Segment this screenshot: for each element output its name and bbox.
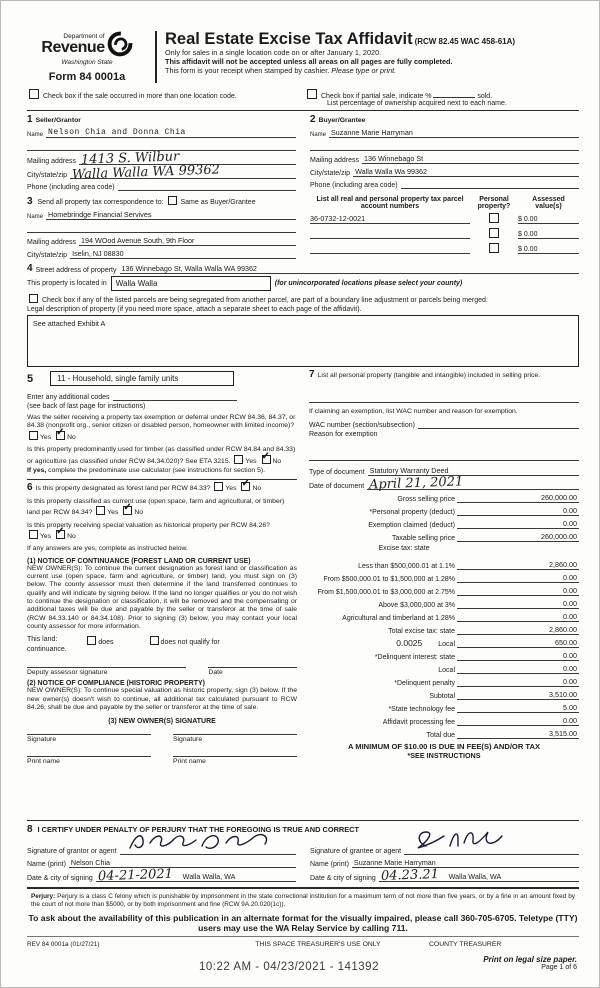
parcel-table bbox=[310, 196, 579, 259]
county-treasurer-label: COUNTY TREASURER bbox=[429, 940, 502, 948]
no-label: No bbox=[134, 509, 144, 517]
grantee-printname-value: Suzanne Marie Harryman bbox=[352, 858, 579, 868]
section8-number: 8 bbox=[27, 824, 33, 835]
partial-note: List percentage of ownership acquired next to each name. bbox=[327, 100, 507, 107]
tax-row-value: 5.00 bbox=[513, 703, 579, 713]
revenue-wordmark: Revenue bbox=[41, 39, 105, 56]
tax-row-label: *State technology fee bbox=[388, 705, 455, 713]
land-use-code: 11 - Household, single family units bbox=[50, 371, 234, 386]
does-label: does bbox=[98, 639, 114, 647]
section7-number: 7 bbox=[309, 369, 315, 380]
local-rate-value: 0.0025 bbox=[396, 637, 423, 648]
perjury-notice bbox=[27, 892, 579, 910]
tax-row-label: From $1,500,000.01 to $3,000,000 at 2.75% bbox=[317, 588, 455, 596]
new-owners-signature-title: (3) NEW OWNER(S) SIGNATURE bbox=[108, 718, 216, 726]
buyer-name-label: Name bbox=[310, 132, 327, 138]
personal-property-line bbox=[309, 380, 579, 403]
correspondence-mailing-label: Mailing address bbox=[27, 239, 77, 246]
form-header bbox=[27, 31, 579, 83]
page-indicator: Page 1 of 6 bbox=[541, 964, 577, 971]
same-as-buyer-checkbox bbox=[168, 196, 177, 205]
section-buyer bbox=[310, 114, 579, 191]
grantor-date-value: 04-21-2021 bbox=[97, 866, 173, 885]
additional-codes-line bbox=[113, 392, 237, 401]
additional-codes-label: Enter any additional codes bbox=[27, 394, 110, 401]
current-use-question: Is this property classified as current use (open space, farm and agricultural, or timber) land per RCW 84.34? bbox=[27, 497, 285, 517]
county-note: (for unincorporated locations please select your county) bbox=[274, 280, 463, 287]
grantor-city-value: Walla Walla, WA bbox=[182, 872, 236, 881]
personal-property-checkbox-2 bbox=[489, 228, 499, 238]
exemption-no-checkbox bbox=[56, 431, 65, 440]
grantor-printname-label: Name (print) bbox=[27, 861, 66, 868]
located-in-label: This property is located in bbox=[27, 280, 107, 287]
no-label: No bbox=[67, 433, 76, 441]
correspondence-name-label: Name bbox=[27, 214, 44, 220]
yes-label: Yes bbox=[107, 509, 119, 517]
rev-form-number: REV 84 0001a (01/27/21) bbox=[27, 940, 100, 948]
assessed-value-header: Assessed value(s) bbox=[532, 196, 565, 210]
street-address-label: Street address of property bbox=[35, 267, 117, 274]
reason-exemption-label: Reason for exemption bbox=[309, 430, 378, 438]
buyer-phone-line bbox=[401, 180, 579, 189]
tax-row-value: 0.00 bbox=[513, 716, 579, 726]
notice-compliance-title: (2) NOTICE OF COMPLIANCE (HISTORIC PROPERTY) bbox=[27, 680, 205, 688]
parcel-list-header: List all real and personal property tax parcel account numbers bbox=[316, 196, 464, 210]
partial-sold-label: sold. bbox=[477, 93, 493, 100]
grantor-signature-glyph bbox=[126, 830, 276, 856]
tax-row-value: 0.00 bbox=[513, 612, 579, 622]
correspondence-city-value: Iselin, NJ 08830 bbox=[70, 249, 296, 259]
timber-no-checkbox bbox=[262, 455, 271, 464]
legal-description-box bbox=[27, 315, 579, 367]
forest-yes-checkbox bbox=[214, 482, 223, 491]
see-back-note: (see back of last page for instructions) bbox=[27, 403, 146, 410]
seller-city-label: City/state/zip bbox=[27, 172, 68, 179]
dor-logo bbox=[27, 31, 147, 83]
section3-number: 3 bbox=[27, 196, 33, 207]
form-number: Form 84 0001a bbox=[48, 71, 126, 83]
date-of-document-label: Date of document bbox=[309, 482, 365, 490]
treasurer-space-label: THIS SPACE TREASURER'S USE ONLY bbox=[255, 940, 381, 948]
tax-row-label: Exemption claimed (deduct) bbox=[368, 521, 455, 529]
if-answers-yes-note: If any answers are yes, complete as instructed below. bbox=[27, 545, 188, 553]
section-7-tax-column bbox=[309, 371, 579, 818]
section-seller bbox=[27, 114, 296, 191]
buyer-mailing-value: 136 Winnebago St bbox=[362, 154, 579, 164]
forest-land-question: Is this property designated as forest land per RCW 84.33? bbox=[35, 485, 211, 493]
tax-row-value: 0.00 bbox=[513, 519, 579, 529]
tax-row-label: Total due bbox=[426, 731, 455, 739]
historical-yes-checkbox bbox=[29, 530, 38, 539]
tax-row-label: *Personal property (deduct) bbox=[369, 508, 455, 516]
perjury-body: Perjury is a class C felony which is punishable by imprisonment in the state correctional institution for a maximum term of not more than five years, or by a fine in an amount fixed by the court of not more than $5000, or by both imprisonment and fine (RCW 9A.20.020(1c)). bbox=[31, 893, 575, 908]
legal-description-label: Legal description of property (if you need more space, attach a separate sheet to each page of the affidavit). bbox=[27, 306, 362, 313]
multi-location-label: Check box if the sale occurred in more than one location code. bbox=[42, 93, 237, 100]
tax-row-value: 260,000.00 bbox=[513, 493, 579, 503]
see-instructions-note: *SEE INSTRUCTIONS bbox=[407, 750, 481, 760]
buyer-mailing-label: Mailing address bbox=[310, 157, 360, 164]
tax-row-label: Total excise tax: state bbox=[388, 627, 455, 635]
reason-line bbox=[309, 438, 579, 461]
subtitle-1: Only for sales in a single location code on or after January 1, 2020. bbox=[165, 48, 382, 57]
wac-number-line bbox=[418, 420, 579, 429]
tax-row-value: 0.00 bbox=[513, 651, 579, 661]
notice-continuance-body: NEW OWNER(S): To continue the current designation as forest land or classification as current use (open space, farm and agriculture, or timber) land, you must sign on (3) below. The county assessor must then determine if the land transferred continues to qualify and will indicate by signing below. If the land no longer qualifies or you do not wish to continue the designation or classification, it will be removed and the compensating or additional taxes will be due and payable by the seller or transferor at the time of sale (RCW 84.33.140 or 84.34.108). Prior to signing (3) below, you may contact your local county assessor for more information. bbox=[27, 564, 297, 630]
deputy-date-line: Date bbox=[208, 667, 297, 676]
segregated-checkbox bbox=[29, 294, 38, 303]
grantor-signature-line bbox=[120, 840, 296, 855]
certify-statement: I CERTIFY UNDER PENALTY OF PERJURY THAT THE FOREGOING IS TRUE AND CORRECT bbox=[37, 825, 360, 834]
tax-row-label: Subtotal bbox=[429, 692, 455, 700]
this-land-label: This land: bbox=[27, 636, 58, 644]
seller-mailing-value: 1413 S. Wilbur bbox=[80, 149, 180, 168]
parcel-number-2 bbox=[310, 229, 470, 239]
tax-row-label: Gross selling price bbox=[397, 495, 455, 503]
section1-number: 1 bbox=[27, 114, 33, 125]
tax-row-value: 0.00 bbox=[513, 506, 579, 516]
personal-property-checkbox-3 bbox=[489, 243, 499, 253]
grantee-date-label: Date & city of signing bbox=[310, 875, 376, 882]
exemption-question: Was the seller receiving a property tax exemption or deferral under RCW 84.36, 84.37, or 84.38 (nonprofit org., senior citizen or disabled person, homeowner with limited income)? bbox=[27, 414, 296, 430]
tax-row-label: *Delinquent interest: state bbox=[374, 653, 455, 661]
bottom-stamp-zone bbox=[1, 955, 577, 973]
grantee-signature-glyph bbox=[410, 828, 530, 856]
grantee-signature-label: Signature of grantee or agent bbox=[310, 848, 402, 855]
perjury-label: Perjury: bbox=[31, 893, 56, 900]
section5-number: 5 bbox=[27, 372, 34, 385]
multi-location-checkbox bbox=[29, 89, 39, 99]
type-of-document-value: Statutory Warranty Deed bbox=[368, 466, 579, 476]
tax-row-value: 3,510.00 bbox=[513, 690, 579, 700]
section-property-address bbox=[27, 263, 579, 367]
parcel-number-1: 36-0732-12-0021 bbox=[310, 214, 470, 224]
seller-mailing-label: Mailing address bbox=[27, 158, 77, 165]
grantee-city-value: Walla Walla, WA bbox=[448, 872, 502, 881]
multi-location-check bbox=[27, 89, 295, 107]
does-not-label: does not qualify for bbox=[160, 639, 220, 647]
new-owner-printname-line-2: Print name bbox=[173, 756, 297, 765]
tax-row-value: 2,860.00 bbox=[513, 560, 579, 570]
partial-sale-check bbox=[295, 89, 579, 107]
grantee-signature-line bbox=[404, 840, 579, 855]
if-yes-label: If yes, bbox=[27, 467, 47, 475]
minimum-due-note: A MINIMUM OF $10.00 IS DUE IN FEE(S) AND/OR TAX bbox=[347, 741, 541, 751]
no-label: No bbox=[272, 457, 282, 465]
legal-description-value: See attached Exhibit A bbox=[33, 319, 106, 328]
street-address-value: 136 Winnebago St, Walla Walla WA 99362 bbox=[120, 264, 580, 274]
exemption-wac-note: If claiming an exemption, list WAC number and reason for exemption. bbox=[309, 408, 518, 416]
continuance-label: continuance. bbox=[27, 646, 67, 654]
buyer-name-value: Suzanne Marie Harryman bbox=[329, 128, 579, 138]
parcel-number-3 bbox=[310, 244, 470, 254]
tax-row-value: 650.00 bbox=[513, 638, 579, 648]
parcel-row bbox=[310, 213, 579, 224]
tax-row-label: Agricultural and timberland at 1.28% bbox=[342, 614, 455, 622]
tax-row-value: 2,860.00 bbox=[513, 625, 579, 635]
seller-name-value: Nelson Chia and Donna Chia bbox=[46, 128, 296, 138]
no-label: No bbox=[252, 485, 262, 493]
deputy-assessor-signature-line: Deputy assessor signature bbox=[27, 667, 186, 676]
section2-heading: Buyer/Grantee bbox=[318, 117, 366, 124]
section1-heading: Seller/Grantor bbox=[35, 117, 81, 124]
grantor-signature-label: Signature of grantor or agent bbox=[27, 848, 117, 855]
if-yes-note: complete the predominate use calculator (see instructions for section 5). bbox=[46, 467, 266, 475]
grantor-printname-value: Nelson Chia bbox=[69, 858, 296, 868]
currentuse-yes-checkbox bbox=[96, 506, 105, 515]
assessed-value-1: $ 0.00 bbox=[518, 216, 579, 224]
timber-question: Is this property predominantly used for timber (as classified under RCW 84.84 and 84.33) or agriculture (as classified under RCW 84.34.020)? See ETA 3215. bbox=[27, 446, 296, 465]
located-in-value: Walla Walla bbox=[111, 276, 271, 291]
correspondence-name2-line bbox=[27, 223, 296, 233]
dept-of-label: Department of bbox=[63, 33, 105, 40]
seller-name-label: Name bbox=[27, 132, 44, 138]
tax-row-value: 260,000.00 bbox=[513, 532, 579, 542]
grantor-date-label: Date & city of signing bbox=[27, 875, 93, 882]
tax-row-label: Above $3,000,000 at 3% bbox=[378, 601, 455, 609]
personal-property-header: Personal property? bbox=[477, 196, 511, 210]
seller-city-value: Walla Walla WA 99362 bbox=[71, 162, 221, 183]
title-block bbox=[165, 31, 515, 83]
wac-number-label: WAC number (section/subsection) bbox=[309, 421, 415, 429]
accessibility-notice: To ask about the availability of this publication in an alternate format for the visually impaired, please call 360-705-6705. Teletype (TTY) users may use the WA Relay Service by calling 711. bbox=[28, 912, 578, 933]
timber-yes-checkbox bbox=[234, 455, 243, 464]
yes-label: Yes bbox=[40, 433, 52, 441]
historical-no-checkbox bbox=[56, 530, 65, 539]
buyer-city-value: Walla Walla Wa 99362 bbox=[353, 167, 579, 177]
new-owner-printname-line-1: Print name bbox=[27, 756, 151, 765]
tax-row-label: Affidavit processing fee bbox=[382, 718, 455, 726]
yes-label: Yes bbox=[245, 457, 257, 465]
subtitle-3: This form is your receipt when stamped by cashier. bbox=[165, 66, 332, 75]
correspondence-city-label: City/state/zip bbox=[27, 252, 68, 259]
subtitle-2: This affidavit will not be accepted unless all areas on all pages are fully completed. bbox=[165, 57, 453, 66]
seller-phone-line bbox=[118, 182, 296, 191]
tax-row-value: 0.00 bbox=[513, 599, 579, 609]
tax-row-label: From $500,000.01 to $1,500,000 at 1.28% bbox=[323, 575, 455, 583]
dor-swirl-icon bbox=[107, 31, 133, 59]
yes-label: Yes bbox=[40, 533, 52, 541]
section2-number: 2 bbox=[310, 114, 316, 125]
tax-row-value: 0.00 bbox=[513, 664, 579, 674]
forest-no-checkbox bbox=[241, 482, 250, 491]
historical-question: Is this property receiving special valuation as historical property per RCW 84.26? bbox=[27, 521, 270, 529]
grantee-signing-block bbox=[310, 837, 579, 885]
header-divider bbox=[155, 31, 157, 83]
tax-row-label: Local bbox=[438, 666, 455, 674]
personal-property-label: List all personal property (tangible and intangible) included in selling price. bbox=[317, 372, 541, 379]
buyer-phone-label: Phone (including area code) bbox=[310, 182, 398, 189]
section4-number: 4 bbox=[27, 263, 33, 274]
assessed-value-2: $ 0.00 bbox=[518, 231, 579, 239]
rcw-reference: (RCW 82.45 WAC 458-61A) bbox=[414, 37, 516, 46]
personal-property-checkbox-1 bbox=[489, 213, 499, 223]
notice-compliance-body: NEW OWNER(S): To continue special valuation as historic property, sign (3) below. If the new owner(s) doesn't wish to continue, all additional tax calculated pursuant to RCW 84.26, shall be due and payable by the seller or transferor at the time of sale. bbox=[27, 687, 297, 711]
assessed-value-3: $ 0.00 bbox=[518, 246, 579, 254]
seller-phone-label: Phone (including area code) bbox=[27, 184, 115, 191]
correspondence-name-value: Homebrindge Financial Servives bbox=[46, 210, 296, 220]
type-or-print-note: Please type or print. bbox=[331, 66, 397, 75]
page-title: Real Estate Excise Tax Affidavit bbox=[165, 30, 413, 48]
partial-sale-label: Check box if partial sale, indicate % bbox=[320, 93, 432, 100]
grantee-date-value: 04.23.21 bbox=[380, 866, 439, 885]
section3-label: Send all property tax correspondence to: bbox=[37, 199, 164, 206]
tax-row-label: Taxable selling price bbox=[391, 534, 455, 542]
tax-row-label: Local bbox=[438, 640, 455, 648]
currentuse-no-checkbox bbox=[123, 506, 132, 515]
yes-label: Yes bbox=[225, 485, 237, 493]
tax-row-label: Less than $500,000.01 at 1.1% bbox=[358, 562, 455, 570]
tax-row-value: 3,515.00 bbox=[513, 729, 579, 739]
does-not-checkbox bbox=[150, 636, 159, 645]
parcel-row bbox=[310, 228, 579, 239]
tax-row-value: 0.00 bbox=[513, 573, 579, 583]
section-tax-correspondence bbox=[27, 196, 296, 259]
tax-row-value: 0.00 bbox=[513, 586, 579, 596]
section-5-6-column bbox=[27, 371, 297, 818]
exemption-yes-checkbox bbox=[29, 431, 38, 440]
date-of-document-value: April 21, 2021 bbox=[369, 474, 464, 493]
buyer-name2-line bbox=[310, 141, 579, 151]
type-of-document-label: Type of document bbox=[309, 468, 365, 476]
buyer-city-label: City/state/zip bbox=[310, 170, 351, 177]
section6-number: 6 bbox=[27, 482, 33, 494]
parcel-row bbox=[310, 243, 579, 254]
grantor-signing-block bbox=[27, 837, 296, 885]
segregated-label: Check box if any of the listed parcels are being segregated from another parcel, are part of a boundary line adjustment or parcels being merged. bbox=[41, 297, 488, 304]
same-as-buyer-label: Same as Buyer/Grantee bbox=[180, 199, 256, 206]
partial-percent-line bbox=[433, 97, 475, 98]
excise-tax-state-header: Excise tax: state bbox=[378, 544, 430, 552]
print-legal-note: Print on legal size paper. bbox=[483, 955, 577, 964]
timestamp-stamp: 10:22 AM - 04/23/2021 - 141392 bbox=[199, 961, 379, 973]
new-owner-signature-line-2: Signature bbox=[173, 734, 297, 743]
tax-row-value: 0.00 bbox=[513, 677, 579, 687]
grantee-printname-label: Name (print) bbox=[310, 861, 349, 868]
does-checkbox bbox=[87, 636, 96, 645]
section-certify bbox=[27, 824, 579, 885]
no-label: No bbox=[67, 533, 76, 541]
correspondence-mailing-value: 194 WOod Avenue South, 9th Floor bbox=[79, 236, 296, 246]
washington-state-label: Washington State bbox=[61, 59, 113, 66]
notice-continuance-title: (1) NOTICE OF CONTINUANCE (FOREST LAND OR CURRENT USE) bbox=[27, 557, 251, 565]
partial-sale-checkbox bbox=[307, 89, 317, 99]
tax-row-label: *Delinquent penalty bbox=[394, 679, 455, 687]
new-owner-signature-line-1: Signature bbox=[27, 734, 151, 743]
